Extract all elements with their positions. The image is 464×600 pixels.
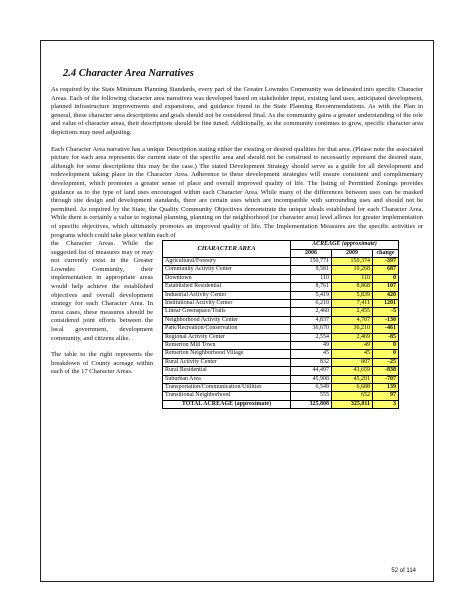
section-title: 2.4 Character Area Narratives [63, 68, 194, 79]
cell-2006: 9,581 [291, 266, 332, 274]
cell-2006: 150,771 [291, 257, 332, 265]
cell-2006: 44,497 [291, 367, 332, 375]
cell-2009: 2,469 [332, 333, 373, 341]
header-character-area: CHARACTER AREA [163, 241, 291, 258]
cell-area: Neighborhood Activity Center [163, 316, 291, 324]
cell-change: -5 [373, 308, 399, 316]
cell-change: 0 [373, 350, 399, 358]
table-row [163, 358, 399, 366]
cell-2009: 45,201 [332, 375, 373, 383]
cell-area: Downtown [163, 274, 291, 282]
cell-2006: 4,837 [291, 316, 332, 324]
cell-2009: 6,688 [332, 384, 373, 392]
cell-change: -85 [373, 333, 399, 341]
cell-area: Transportation/Communication/Utilities [163, 384, 291, 392]
cell-area: Transitional Neighborhood [163, 392, 291, 400]
narrative-paragraph: Each Character Area narrative has a unique Description stating either the existing or desired qualities for that area. (Please note the associated picture for each area represents the current state of the specific area and should not be construed to necessarily represent the desired state, although for some descriptions this may be the case.) The stated Development Strategy should serve as a guide for all development and redevelopment taking place in the Character Area. Adherence to these development strategies will ensure consistent and complimentary development, which promotes a greater sense of place and overall improved quality of life. The listing of Permitted Zonings provides guidance as to the type of land uses encouraged within each Character Area. While many of the differences between uses can be masked through site design and development standards, there are certain uses which are incompatible with surrounding uses and should not be permitted. As required by the State, the Quality Community Objectives demonstrate the unique ideals established for each Character Area. While there is certainly a value to regional planning, planning on the neighborhood (or character area) level allows for greater implementation of specific objectives, which ultimately promotes an improved quality of life. The Implementation Measures are the specific activities or programs which could take place within each of [51, 145, 423, 239]
cell-2009: 10,268 [332, 266, 373, 274]
table-row [163, 341, 399, 349]
acreage-table-body [163, 257, 399, 408]
cell-area: Park/Recreation/Conservation [163, 325, 291, 333]
cell-area: Established Residential [163, 283, 291, 291]
cell-change: -397 [373, 257, 399, 265]
table-row [163, 367, 399, 375]
table-row [163, 316, 399, 324]
cell-2006: 110 [291, 274, 332, 282]
total-2009: 325,811 [332, 400, 373, 408]
table-row [163, 299, 399, 307]
table-row [163, 392, 399, 400]
table-row [163, 266, 399, 274]
intro-paragraph: As required by the State Minimum Planning Standards, every part of the Greater Lowndes Community was delineated into specific Character Areas. Each of the following character area narratives was developed based on stakeholder input, existing land uses, anticipated development, planned infrastructure improvements and expansions, and guidance found in the State Planning Recommendations. As with the Plan in general, these character area descriptions and goals should not be considered final. As the community gains a greater understanding of the role and value of character areas, their descriptions should be fine tuned. Additionally, as the community continues to grow, specific character area depictions may need adjusting. [51, 86, 423, 136]
header-2009: 2009 [332, 249, 373, 257]
cell-2006: 5,419 [291, 291, 332, 299]
cell-2009: 807 [332, 358, 373, 366]
table-row [163, 384, 399, 392]
cell-2009: 8,868 [332, 283, 373, 291]
table-row [163, 350, 399, 358]
cell-area: Remerton Mill Town [163, 341, 291, 349]
cell-2009: 49 [332, 341, 373, 349]
table-row [163, 283, 399, 291]
cell-change: -707 [373, 375, 399, 383]
table-row [163, 257, 399, 265]
cell-change: -130 [373, 316, 399, 324]
cell-2009: 110 [332, 274, 373, 282]
cell-2006: 555 [291, 392, 332, 400]
cell-area: Agricultural/Forestry [163, 257, 291, 265]
acreage-table [162, 240, 399, 409]
cell-area: Institutional Activity Center [163, 299, 291, 307]
header-change: change [373, 249, 399, 257]
cell-change: 687 [373, 266, 399, 274]
table-row [163, 291, 399, 299]
cell-area: Rural Activity Center [163, 358, 291, 366]
cell-2006: 2,460 [291, 308, 332, 316]
cell-2006: 36,670 [291, 325, 332, 333]
cell-2009: 4,707 [332, 316, 373, 324]
cell-change: -25 [373, 358, 399, 366]
table-total-row [163, 400, 399, 408]
page-content [51, 68, 423, 407]
cell-2009: 5,839 [332, 291, 373, 299]
cell-2009: 36,210 [332, 325, 373, 333]
total-label: TOTAL ACREAGE (approximate) [163, 400, 291, 408]
cell-area: Rural Residential [163, 367, 291, 375]
table-row [163, 333, 399, 341]
table-description: The table to the right represents the breakdown of County acreage within each of the 17 Character Areas. [51, 351, 153, 376]
header-2006: 2006 [291, 249, 332, 257]
cell-2006: 6,549 [291, 384, 332, 392]
cell-area: Regional Activity Center [163, 333, 291, 341]
table-row [163, 274, 399, 282]
cell-change: 420 [373, 291, 399, 299]
cell-2009: 45 [332, 350, 373, 358]
cell-change: 97 [373, 392, 399, 400]
cell-2006: 832 [291, 358, 332, 366]
header-acreage: ACREAGE (approximate) [291, 241, 399, 249]
cell-change: -461 [373, 325, 399, 333]
cell-2006: 45 [291, 350, 332, 358]
cell-area: Industrial Activity Center [163, 291, 291, 299]
cell-2006: 2,554 [291, 333, 332, 341]
total-2006: 325,808 [291, 400, 332, 408]
measures-text: the Character Areas. While the suggested list of measures may or may not currently exist in the Greater Lowndes Community, their implementation in appropriate areas would help achieve the established objectives and overall development strategy for each Character Area. In most cases, these measures should be considered joint efforts between the local government, development community, and citizens alike. [51, 240, 153, 342]
page-number: 52 of 114 [391, 568, 416, 574]
table-row [163, 375, 399, 383]
cell-change: 139 [373, 384, 399, 392]
cell-2006: 6,210 [291, 299, 332, 307]
cell-2009: 2,455 [332, 308, 373, 316]
cell-change: 1201 [373, 299, 399, 307]
cell-2009: 652 [332, 392, 373, 400]
table-row [163, 308, 399, 316]
cell-2006: 45,908 [291, 375, 332, 383]
cell-change: 0 [373, 274, 399, 282]
cell-2006: 49 [291, 341, 332, 349]
cell-2009: 43,659 [332, 367, 373, 375]
table-row [163, 325, 399, 333]
cell-change: 0 [373, 341, 399, 349]
total-change: 3 [373, 400, 399, 408]
cell-2009: 7,411 [332, 299, 373, 307]
cell-2009: 150,374 [332, 257, 373, 265]
cell-2006: 8,761 [291, 283, 332, 291]
cell-area: Suburban Area [163, 375, 291, 383]
cell-change: -838 [373, 367, 399, 375]
cell-area: Remerton Neighborhood Village [163, 350, 291, 358]
cell-change: 107 [373, 283, 399, 291]
cell-area: Linear Greenspace/Trails [163, 308, 291, 316]
left-column [51, 240, 153, 377]
cell-area: Community Activity Center [163, 266, 291, 274]
